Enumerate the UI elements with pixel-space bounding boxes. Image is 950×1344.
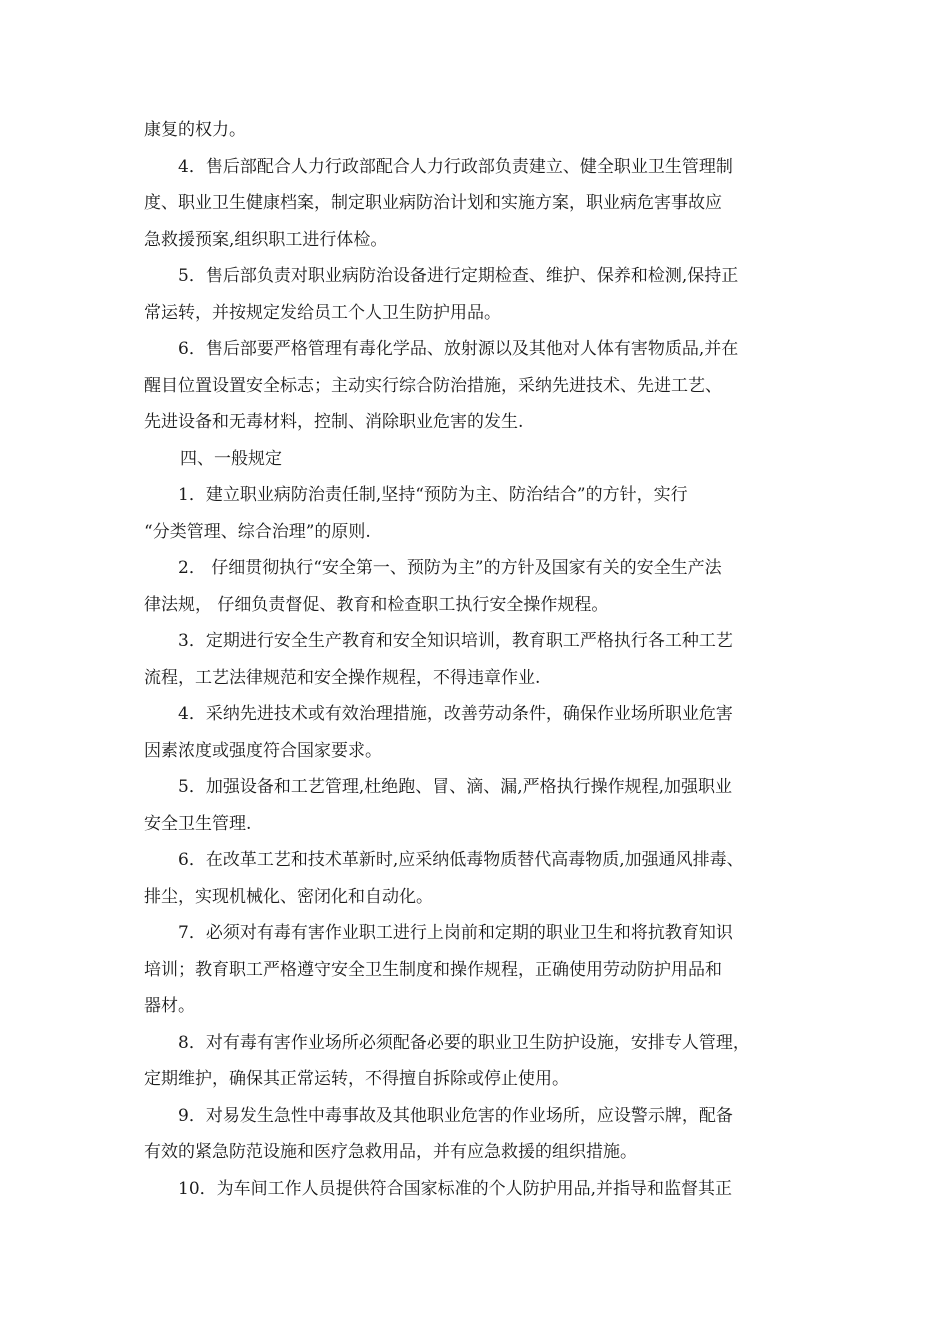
text-line: 康复的权力。 [144,120,246,140]
text-line: “分类管理、综合治理”的原则. [144,521,371,542]
text-line: 律法规， 仔细负责督促、教育和检查职工执行安全操作规程。 [144,594,609,615]
text-line: 有效的紧急防范设施和医疗急救用品，并有应急救援的组织措施。 [144,1142,637,1162]
text-line: 4．售后部配合人力行政部配合人力行政部负责建立、健全职业卫生管理制 [178,156,733,177]
text-line: 先进设备和无毒材料，控制、消除职业危害的发生. [144,412,524,432]
text-line: 1．建立职业病防治责任制,坚持“预防为主、防治结合”的方针，实行 [178,485,688,505]
text-line: 5．售后部负责对职业病防治设备进行定期检查、维护、保养和检测,保持正 [178,266,739,286]
section-heading: 四、一般规定 [180,448,282,469]
text-line: 定期维护，确保其正常运转，不得擅自拆除或停止使用。 [144,1069,569,1089]
text-line: 培训；教育职工严格遵守安全卫生制度和操作规程，正确使用劳动防护用品和 [144,959,722,980]
text-line: 5．加强设备和工艺管理,杜绝跑、冒、滴、漏,严格执行操作规程,加强职业 [178,777,733,797]
text-line: 4．采纳先进技术或有效治理措施，改善劳动条件，确保作业场所职业危害 [178,704,733,724]
text-line: 急救援预案,组织职工进行体检。 [144,229,388,250]
text-line: 9．对易发生急性中毒事故及其他职业危害的作业场所，应设警示牌，配备 [178,1105,733,1126]
text-line: 度、职业卫生健康档案，制定职业病防治计划和实施方案，职业病危害事故应 [144,193,722,213]
text-line: 6．在改革工艺和技术革新时,应采纳低毒物质替代高毒物质,加强通风排毒、 [178,850,744,870]
text-line: 2． 仔细贯彻执行“安全第一、预防为主”的方针及国家有关的安全生产法 [178,558,722,578]
text-line: 流程，工艺法律规范和安全操作规程，不得违章作业. [144,667,541,688]
text-line: 常运转，并按规定发给员工个人卫生防护用品。 [144,302,501,323]
text-line: 6．售后部要严格管理有毒化学品、放射源以及其他对人体有害物质品,并在 [178,339,739,359]
document-body [144,112,812,1207]
text-line: 7．必须对有毒有害作业职工进行上岗前和定期的职业卫生和将抗教育知识 [178,923,733,943]
text-line: 醒目位置设置安全标志；主动实行综合防治措施，采纳先进技术、先进工艺、 [144,375,722,396]
text-line: 排尘，实现机械化、密闭化和自动化。 [144,886,433,907]
text-line: 8．对有毒有害作业场所必须配备必要的职业卫生防护设施，安排专人管理， [178,1032,750,1053]
text-line: 器材。 [144,996,195,1016]
text-line: 3．定期进行安全生产教育和安全知识培训，教育职工严格执行各工种工艺 [178,631,733,651]
text-line: 因素浓度或强度符合国家要求。 [144,740,382,761]
text-line: 安全卫生管理. [144,813,252,834]
text-line: 10．为车间工作人员提供符合国家标准的个人防护用品,并指导和监督其正 [178,1178,733,1199]
